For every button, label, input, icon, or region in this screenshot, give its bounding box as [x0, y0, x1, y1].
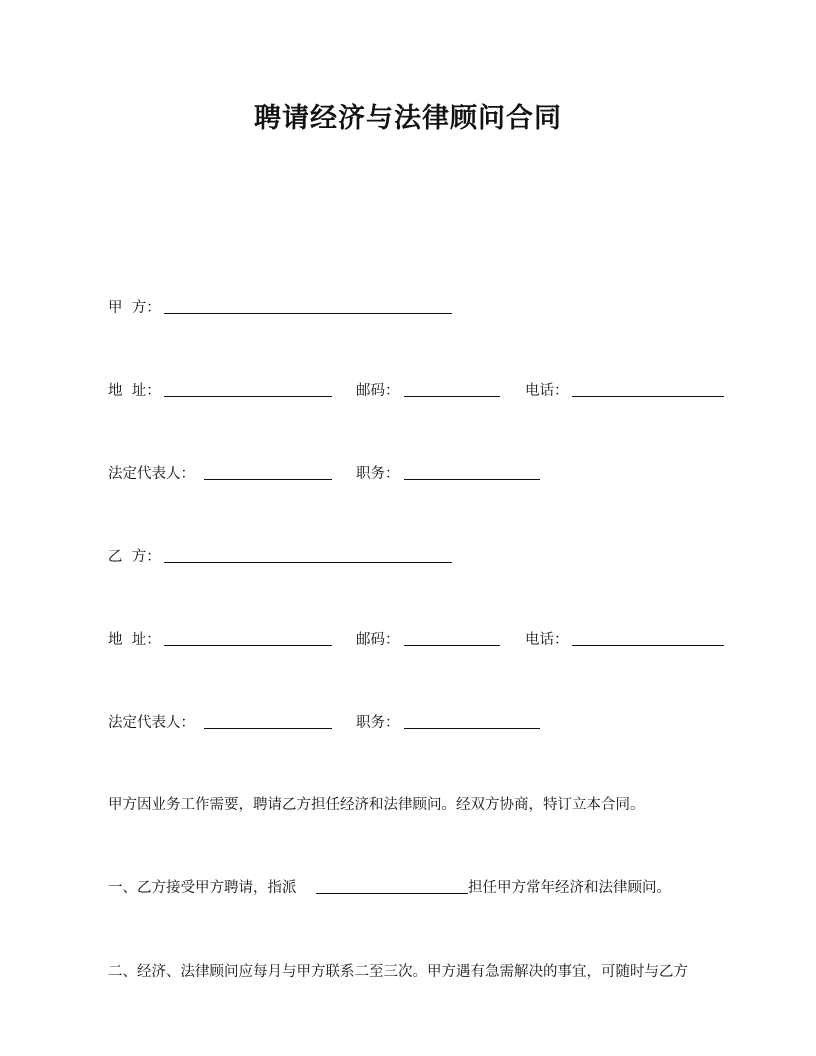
party-a-phone-field[interactable] [572, 381, 724, 397]
party-a-legal-rep-label: 法定代表人： [108, 466, 195, 482]
party-a-position-field[interactable] [404, 464, 540, 480]
party-b-label: 乙 方： [108, 549, 161, 565]
clause-2: 二、经济、法律顾问应每月与甲方联系二至三次。甲方遇有急需解决的事宜，可随时与乙方 [108, 964, 688, 980]
party-a-phone-label: 电话： [525, 383, 569, 399]
party-b-name-field[interactable] [164, 547, 452, 563]
party-a-legal-rep-field[interactable] [204, 464, 332, 480]
party-a-address-field[interactable] [164, 381, 332, 397]
party-a-postcode-label: 邮码： [356, 383, 400, 399]
party-a-address-label: 地 址： [108, 383, 161, 399]
page-title: 聘请经济与法律顾问合同 [254, 103, 562, 134]
party-a-label: 甲 方： [108, 300, 161, 316]
party-b-legal-rep-field[interactable] [204, 713, 332, 729]
clause-1-advisor-field[interactable] [316, 878, 468, 894]
clause-1-text-before: 一、乙方接受甲方聘请，指派 [108, 880, 297, 896]
party-b-postcode-label: 邮码： [356, 632, 400, 648]
party-b-legal-rep-label: 法定代表人： [108, 715, 195, 731]
party-b-address-field[interactable] [164, 630, 332, 646]
preamble-paragraph: 甲方因业务工作需要，聘请乙方担任经济和法律顾问。经双方协商，特订立本合同。 [108, 797, 645, 813]
party-b-phone-label: 电话： [525, 632, 569, 648]
party-b-phone-field[interactable] [572, 630, 724, 646]
party-b-position-label: 职务： [356, 715, 400, 731]
party-b-postcode-field[interactable] [404, 630, 500, 646]
party-b-address-label: 地 址： [108, 632, 161, 648]
party-a-name-field[interactable] [164, 298, 452, 314]
party-a-position-label: 职务： [356, 466, 400, 482]
party-b-position-field[interactable] [404, 713, 540, 729]
clause-1-text-after: 担任甲方常年经济和法律顾问。 [468, 880, 671, 896]
party-a-postcode-field[interactable] [404, 381, 500, 397]
